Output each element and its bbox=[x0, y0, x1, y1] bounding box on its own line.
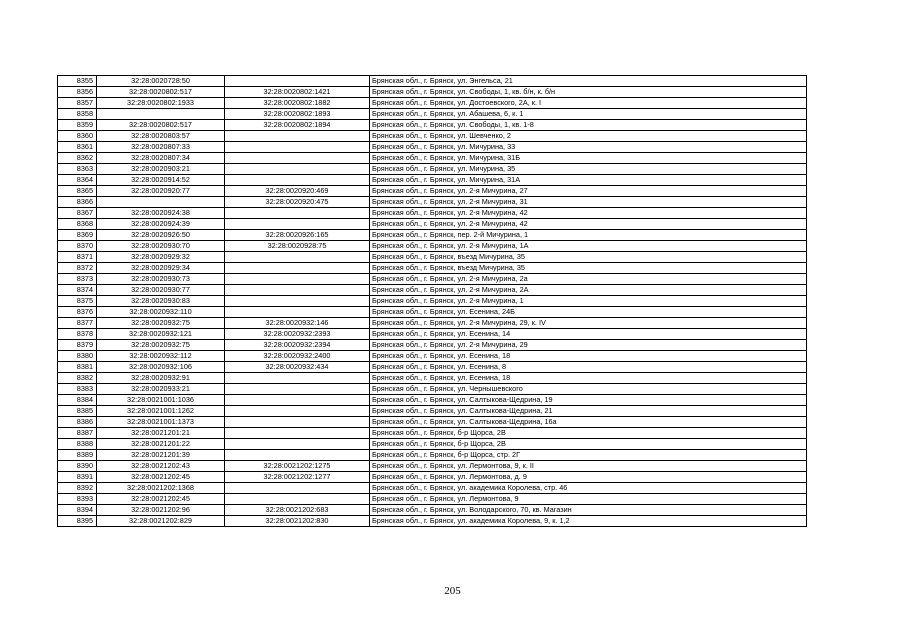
address-cell: Брянская обл., г. Брянск, пер. 2-й Мичурина, 1 bbox=[370, 230, 807, 241]
table-row bbox=[58, 505, 807, 516]
address-cell: Брянская обл., г. Брянск, ул. Мичурина, 33 bbox=[370, 142, 807, 153]
table-row bbox=[58, 131, 807, 142]
row-number-cell: 8389 bbox=[58, 450, 97, 461]
address-cell: Брянская обл., г. Брянск, въезд Мичурина, 35 bbox=[370, 263, 807, 274]
related-cadastral-number-cell: 32:28:0020920:469 bbox=[225, 186, 370, 197]
cadastral-number-cell: 32:28:0021001:1373 bbox=[97, 417, 225, 428]
address-cell: Брянская обл., г. Брянск, ул. 2-я Мичурина, 31 bbox=[370, 197, 807, 208]
cadastral-number-cell: 32:28:0020807:34 bbox=[97, 153, 225, 164]
row-number-cell: 8393 bbox=[58, 494, 97, 505]
related-cadastral-number-cell: 32:28:0020932:434 bbox=[225, 362, 370, 373]
table-row bbox=[58, 274, 807, 285]
table-row bbox=[58, 362, 807, 373]
address-cell: Брянская обл., г. Брянск, ул. Абашева, 6, к. 1 bbox=[370, 109, 807, 120]
address-cell: Брянская обл., г. Брянск, ул. Мичурина, 31Б bbox=[370, 153, 807, 164]
address-cell: Брянская обл., г. Брянск, б-р Щорса, 2В bbox=[370, 439, 807, 450]
cadastral-number-cell: 32:28:0020924:39 bbox=[97, 219, 225, 230]
row-number-cell: 8369 bbox=[58, 230, 97, 241]
cadastral-number-cell: 32:28:0020914:52 bbox=[97, 175, 225, 186]
related-cadastral-number-cell bbox=[225, 450, 370, 461]
table-row bbox=[58, 307, 807, 318]
cadastral-number-cell: 32:28:0020930:77 bbox=[97, 285, 225, 296]
address-cell: Брянская обл., г. Брянск, ул. Салтыкова-Щедрина, 16а bbox=[370, 417, 807, 428]
row-number-cell: 8358 bbox=[58, 109, 97, 120]
table-row bbox=[58, 439, 807, 450]
related-cadastral-number-cell bbox=[225, 439, 370, 450]
related-cadastral-number-cell bbox=[225, 208, 370, 219]
related-cadastral-number-cell: 32:28:0020926:165 bbox=[225, 230, 370, 241]
row-number-cell: 8370 bbox=[58, 241, 97, 252]
related-cadastral-number-cell bbox=[225, 153, 370, 164]
cadastral-number-cell: 32:28:0020728:50 bbox=[97, 76, 225, 87]
row-number-cell: 8383 bbox=[58, 384, 97, 395]
cadastral-number-cell: 32:28:0021202:1368 bbox=[97, 483, 225, 494]
cadastral-number-cell: 32:28:0020930:73 bbox=[97, 274, 225, 285]
address-cell: Брянская обл., г. Брянск, ул. академика Королева, стр. 46 bbox=[370, 483, 807, 494]
cadastral-number-cell: 32:28:0021202:43 bbox=[97, 461, 225, 472]
table-row bbox=[58, 76, 807, 87]
table-row bbox=[58, 197, 807, 208]
related-cadastral-number-cell bbox=[225, 307, 370, 318]
row-number-cell: 8395 bbox=[58, 516, 97, 527]
table-row bbox=[58, 164, 807, 175]
related-cadastral-number-cell: 32:28:0020932:146 bbox=[225, 318, 370, 329]
address-cell: Брянская обл., г. Брянск, ул. Свободы, 1, кв. б/н, к. б/н bbox=[370, 87, 807, 98]
table-row bbox=[58, 285, 807, 296]
address-cell: Брянская обл., г. Брянск, ул. Мичурина, 31А bbox=[370, 175, 807, 186]
row-number-cell: 8377 bbox=[58, 318, 97, 329]
cadastral-number-cell: 32:28:0020929:34 bbox=[97, 263, 225, 274]
related-cadastral-number-cell bbox=[225, 428, 370, 439]
address-cell: Брянская обл., г. Брянск, ул. 2-я Мичурина, 27 bbox=[370, 186, 807, 197]
row-number-cell: 8388 bbox=[58, 439, 97, 450]
address-cell: Брянская обл., г. Брянск, ул. 2-я Мичурина, 2А bbox=[370, 285, 807, 296]
row-number-cell: 8387 bbox=[58, 428, 97, 439]
cadastral-number-cell: 32:28:0020930:83 bbox=[97, 296, 225, 307]
cadastral-number-cell: 32:28:0021202:96 bbox=[97, 505, 225, 516]
address-cell: Брянская обл., г. Брянск, ул. 2-я Мичурина, 42 bbox=[370, 219, 807, 230]
cadastral-number-cell: 32:28:0021001:1036 bbox=[97, 395, 225, 406]
cadastral-number-cell: 32:28:0020903:21 bbox=[97, 164, 225, 175]
row-number-cell: 8366 bbox=[58, 197, 97, 208]
table-row bbox=[58, 494, 807, 505]
related-cadastral-number-cell: 32:28:0020802:1882 bbox=[225, 98, 370, 109]
table-row bbox=[58, 329, 807, 340]
cadastral-number-cell: 32:28:0020807:33 bbox=[97, 142, 225, 153]
related-cadastral-number-cell bbox=[225, 142, 370, 153]
cadastral-number-cell: 32:28:0020929:32 bbox=[97, 252, 225, 263]
registry-table-body bbox=[58, 76, 807, 527]
cadastral-number-cell: 32:28:0021201:21 bbox=[97, 428, 225, 439]
page-number: 205 bbox=[444, 585, 461, 597]
cadastral-number-cell: 32:28:0021201:22 bbox=[97, 439, 225, 450]
table-row bbox=[58, 461, 807, 472]
related-cadastral-number-cell bbox=[225, 373, 370, 384]
address-cell: Брянская обл., г. Брянск, ул. Есенина, 24Б bbox=[370, 307, 807, 318]
address-cell: Брянская обл., г. Брянск, ул. Достоевского, 2А, к. I bbox=[370, 98, 807, 109]
cadastral-number-cell: 32:28:0021001:1262 bbox=[97, 406, 225, 417]
row-number-cell: 8391 bbox=[58, 472, 97, 483]
address-cell: Брянская обл., г. Брянск, ул. Лермонтова, 9, к. II bbox=[370, 461, 807, 472]
related-cadastral-number-cell bbox=[225, 131, 370, 142]
address-cell: Брянская обл., г. Брянск, ул. Есенина, 18 bbox=[370, 373, 807, 384]
address-cell: Брянская обл., г. Брянск, ул. академика Королева, 9, к. 1,2 bbox=[370, 516, 807, 527]
cadastral-number-cell: 32:28:0020932:121 bbox=[97, 329, 225, 340]
row-number-cell: 8390 bbox=[58, 461, 97, 472]
related-cadastral-number-cell bbox=[225, 219, 370, 230]
table-row bbox=[58, 230, 807, 241]
cadastral-number-cell: 32:28:0020926:50 bbox=[97, 230, 225, 241]
related-cadastral-number-cell: 32:28:0021202:683 bbox=[225, 505, 370, 516]
cadastral-number-cell: 32:28:0020920:77 bbox=[97, 186, 225, 197]
related-cadastral-number-cell bbox=[225, 395, 370, 406]
row-number-cell: 8376 bbox=[58, 307, 97, 318]
address-cell: Брянская обл., г. Брянск, ул. Салтыкова-Щедрина, 19 bbox=[370, 395, 807, 406]
cadastral-number-cell: 32:28:0020802:517 bbox=[97, 120, 225, 131]
table-row bbox=[58, 252, 807, 263]
address-cell: Брянская обл., г. Брянск, въезд Мичурина, 35 bbox=[370, 252, 807, 263]
table-row bbox=[58, 109, 807, 120]
cadastral-number-cell: 32:28:0020933:21 bbox=[97, 384, 225, 395]
related-cadastral-number-cell bbox=[225, 483, 370, 494]
related-cadastral-number-cell: 32:28:0020802:1421 bbox=[225, 87, 370, 98]
table-row bbox=[58, 351, 807, 362]
related-cadastral-number-cell: 32:28:0020932:2394 bbox=[225, 340, 370, 351]
row-number-cell: 8378 bbox=[58, 329, 97, 340]
cadastral-number-cell: 32:28:0020932:110 bbox=[97, 307, 225, 318]
cadastral-number-cell bbox=[97, 197, 225, 208]
address-cell: Брянская обл., г. Брянск, б-р Щорса, 2В bbox=[370, 428, 807, 439]
row-number-cell: 8373 bbox=[58, 274, 97, 285]
row-number-cell: 8371 bbox=[58, 252, 97, 263]
address-cell: Брянская обл., г. Брянск, ул. Володарского, 70, кв. Магазин bbox=[370, 505, 807, 516]
related-cadastral-number-cell: 32:28:0020802:1893 bbox=[225, 109, 370, 120]
table-row bbox=[58, 483, 807, 494]
cadastral-number-cell: 32:28:0020932:91 bbox=[97, 373, 225, 384]
cadastral-number-cell: 32:28:0021202:45 bbox=[97, 494, 225, 505]
row-number-cell: 8375 bbox=[58, 296, 97, 307]
table-row bbox=[58, 472, 807, 483]
table-row bbox=[58, 87, 807, 98]
address-cell: Брянская обл., г. Брянск, ул. 2-я Мичурина, 29, к. IV bbox=[370, 318, 807, 329]
row-number-cell: 8382 bbox=[58, 373, 97, 384]
table-row bbox=[58, 142, 807, 153]
address-cell: Брянская обл., г. Брянск, ул. Салтыкова-Щедрина, 21 bbox=[370, 406, 807, 417]
row-number-cell: 8384 bbox=[58, 395, 97, 406]
cadastral-number-cell: 32:28:0020932:112 bbox=[97, 351, 225, 362]
cadastral-number-cell: 32:28:0020932:75 bbox=[97, 340, 225, 351]
address-cell: Брянская обл., г. Брянск, ул. Свободы, 1, кв. 1-8 bbox=[370, 120, 807, 131]
table-row bbox=[58, 373, 807, 384]
row-number-cell: 8361 bbox=[58, 142, 97, 153]
row-number-cell: 8367 bbox=[58, 208, 97, 219]
row-number-cell: 8363 bbox=[58, 164, 97, 175]
row-number-cell: 8392 bbox=[58, 483, 97, 494]
address-cell: Брянская обл., г. Брянск, ул. Чернышевского bbox=[370, 384, 807, 395]
table-row bbox=[58, 384, 807, 395]
table-row bbox=[58, 395, 807, 406]
table-row bbox=[58, 241, 807, 252]
related-cadastral-number-cell: 32:28:0020932:2400 bbox=[225, 351, 370, 362]
address-cell: Брянская обл., г. Брянск, б-р Щорса, стр. 2Г bbox=[370, 450, 807, 461]
row-number-cell: 8362 bbox=[58, 153, 97, 164]
related-cadastral-number-cell bbox=[225, 263, 370, 274]
cadastral-number-cell bbox=[97, 109, 225, 120]
row-number-cell: 8374 bbox=[58, 285, 97, 296]
row-number-cell: 8394 bbox=[58, 505, 97, 516]
related-cadastral-number-cell: 32:28:0020932:2393 bbox=[225, 329, 370, 340]
table-row bbox=[58, 417, 807, 428]
table-row bbox=[58, 406, 807, 417]
row-number-cell: 8372 bbox=[58, 263, 97, 274]
cadastral-number-cell: 32:28:0021201:39 bbox=[97, 450, 225, 461]
address-cell: Брянская обл., г. Брянск, ул. Мичурина, 35 bbox=[370, 164, 807, 175]
address-cell: Брянская обл., г. Брянск, ул. 2-я Мичурина, 1 bbox=[370, 296, 807, 307]
address-cell: Брянская обл., г. Брянск, ул. 2-я Мичурина, 29 bbox=[370, 340, 807, 351]
table-row bbox=[58, 516, 807, 527]
related-cadastral-number-cell: 32:28:0021202:1277 bbox=[225, 472, 370, 483]
row-number-cell: 8368 bbox=[58, 219, 97, 230]
address-cell: Брянская обл., г. Брянск, ул. Энгельса, 21 bbox=[370, 76, 807, 87]
table-row bbox=[58, 120, 807, 131]
table-row bbox=[58, 153, 807, 164]
row-number-cell: 8365 bbox=[58, 186, 97, 197]
cadastral-number-cell: 32:28:0020802:1933 bbox=[97, 98, 225, 109]
related-cadastral-number-cell bbox=[225, 384, 370, 395]
related-cadastral-number-cell: 32:28:0021202:830 bbox=[225, 516, 370, 527]
related-cadastral-number-cell: 32:28:0020928:75 bbox=[225, 241, 370, 252]
registry-table bbox=[57, 75, 807, 527]
table-row bbox=[58, 450, 807, 461]
table-row bbox=[58, 428, 807, 439]
table-row bbox=[58, 186, 807, 197]
row-number-cell: 8360 bbox=[58, 131, 97, 142]
cadastral-number-cell: 32:28:0020932:75 bbox=[97, 318, 225, 329]
cadastral-number-cell: 32:28:0021202:45 bbox=[97, 472, 225, 483]
related-cadastral-number-cell: 32:28:0021202:1275 bbox=[225, 461, 370, 472]
related-cadastral-number-cell bbox=[225, 494, 370, 505]
row-number-cell: 8357 bbox=[58, 98, 97, 109]
row-number-cell: 8385 bbox=[58, 406, 97, 417]
row-number-cell: 8386 bbox=[58, 417, 97, 428]
related-cadastral-number-cell bbox=[225, 274, 370, 285]
address-cell: Брянская обл., г. Брянск, ул. Есенина, 18 bbox=[370, 351, 807, 362]
cadastral-number-cell: 32:28:0020803:57 bbox=[97, 131, 225, 142]
address-cell: Брянская обл., г. Брянск, ул. Лермонтова, д. 9 bbox=[370, 472, 807, 483]
cadastral-number-cell: 32:28:0021202:829 bbox=[97, 516, 225, 527]
related-cadastral-number-cell bbox=[225, 252, 370, 263]
related-cadastral-number-cell bbox=[225, 76, 370, 87]
address-cell: Брянская обл., г. Брянск, ул. Лермонтова, 9 bbox=[370, 494, 807, 505]
table-row bbox=[58, 318, 807, 329]
address-cell: Брянская обл., г. Брянск, ул. Есенина, 14 bbox=[370, 329, 807, 340]
table-row bbox=[58, 208, 807, 219]
table-row bbox=[58, 175, 807, 186]
related-cadastral-number-cell bbox=[225, 175, 370, 186]
table-row bbox=[58, 340, 807, 351]
table-row bbox=[58, 296, 807, 307]
address-cell: Брянская обл., г. Брянск, ул. Шевченко, 2 bbox=[370, 131, 807, 142]
address-cell: Брянская обл., г. Брянск, ул. 2-я Мичурина, 42 bbox=[370, 208, 807, 219]
cadastral-number-cell: 32:28:0020932:106 bbox=[97, 362, 225, 373]
row-number-cell: 8359 bbox=[58, 120, 97, 131]
cadastral-number-cell: 32:28:0020802:517 bbox=[97, 87, 225, 98]
related-cadastral-number-cell bbox=[225, 417, 370, 428]
row-number-cell: 8380 bbox=[58, 351, 97, 362]
related-cadastral-number-cell: 32:28:0020802:1894 bbox=[225, 120, 370, 131]
row-number-cell: 8364 bbox=[58, 175, 97, 186]
related-cadastral-number-cell: 32:28:0020920:475 bbox=[225, 197, 370, 208]
cadastral-number-cell: 32:28:0020924:38 bbox=[97, 208, 225, 219]
related-cadastral-number-cell bbox=[225, 164, 370, 175]
table-row bbox=[58, 219, 807, 230]
address-cell: Брянская обл., г. Брянск, ул. 2-я Мичурина, 2а bbox=[370, 274, 807, 285]
table-row bbox=[58, 263, 807, 274]
related-cadastral-number-cell bbox=[225, 406, 370, 417]
cadastral-number-cell: 32:28:0020930:70 bbox=[97, 241, 225, 252]
row-number-cell: 8355 bbox=[58, 76, 97, 87]
row-number-cell: 8379 bbox=[58, 340, 97, 351]
address-cell: Брянская обл., г. Брянск, ул. Есенина, 8 bbox=[370, 362, 807, 373]
related-cadastral-number-cell bbox=[225, 296, 370, 307]
address-cell: Брянская обл., г. Брянск, ул. 2-я Мичурина, 1А bbox=[370, 241, 807, 252]
row-number-cell: 8381 bbox=[58, 362, 97, 373]
table-row bbox=[58, 98, 807, 109]
related-cadastral-number-cell bbox=[225, 285, 370, 296]
row-number-cell: 8356 bbox=[58, 87, 97, 98]
